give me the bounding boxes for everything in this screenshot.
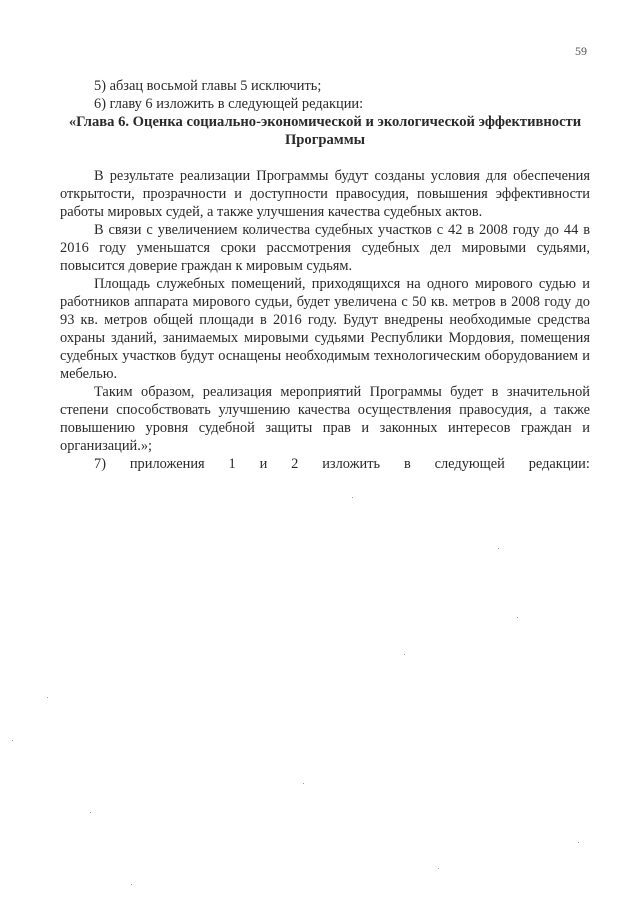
paragraph-conclusion: Таким образом, реализация мероприятий Программы будет в значительной степени способствовать улучшению качества осуществления правосудия, а также повышению уровня судебной защиты прав и законных интересов граждан и организаций.»; bbox=[60, 384, 590, 454]
paragraph-office-space: Площадь служебных помещений, приходящихся на одного мирового судью и работников аппарата мирового судьи, будет увеличена с 50 кв. метров в 2008 году до 93 кв. метров общей площади в 2016 году. Будут внедрены необходимые средства охраны зданий, занимаемых мировыми судьями Республики Мордовия, помещения судебных участков будут оснащены необходимым технологическим оборудованием и мебелью. bbox=[60, 276, 590, 382]
scan-speck bbox=[12, 740, 13, 741]
page-number: 59 bbox=[575, 44, 587, 58]
scan-speck bbox=[438, 868, 439, 869]
scan-speck bbox=[404, 654, 405, 655]
document-body bbox=[60, 77, 590, 473]
chapter-heading: «Глава 6. Оценка социально-экономической и экологической эффективности Программы bbox=[68, 114, 582, 148]
scan-speck bbox=[303, 783, 304, 784]
list-item-7-word: изложить bbox=[322, 456, 381, 472]
paragraph-results: В результате реализации Программы будут созданы условия для обеспечения открытости, прозрачности и доступности правосудия, повышения эффективности работы мировых судей, а также улучшения качества судебных актов. bbox=[60, 168, 590, 220]
list-item-7-word: 1 bbox=[228, 456, 236, 472]
list-item-5: 5) абзац восьмой главы 5 исключить; bbox=[94, 78, 322, 94]
list-item-7-word: редакции: bbox=[528, 456, 590, 472]
scan-speck bbox=[498, 548, 499, 549]
paragraph-court-sites: В связи с увеличением количества судебных участков с 42 в 2008 году до 44 в 2016 году уменьшатся сроки рассмотрения судебных дел мировыми судьями, повысится доверие граждан к мировым судьям. bbox=[60, 222, 590, 274]
list-item-7-word: приложения bbox=[129, 456, 205, 472]
scan-speck bbox=[47, 697, 48, 698]
list-item-7-word: 2 bbox=[291, 456, 299, 472]
scan-speck bbox=[517, 617, 518, 618]
scan-speck bbox=[131, 884, 132, 885]
list-item-7-word: и bbox=[259, 456, 268, 472]
list-item-7-word: следующей bbox=[434, 456, 505, 472]
list-item-7 bbox=[60, 455, 590, 473]
scan-speck bbox=[90, 812, 91, 813]
list-item-6: 6) главу 6 изложить в следующей редакции: bbox=[94, 96, 364, 112]
list-item-7-word: 7) bbox=[94, 456, 106, 472]
scan-speck bbox=[578, 842, 579, 843]
blank-line bbox=[60, 149, 590, 167]
list-item-7-word: в bbox=[403, 456, 411, 472]
scan-speck bbox=[352, 497, 353, 498]
